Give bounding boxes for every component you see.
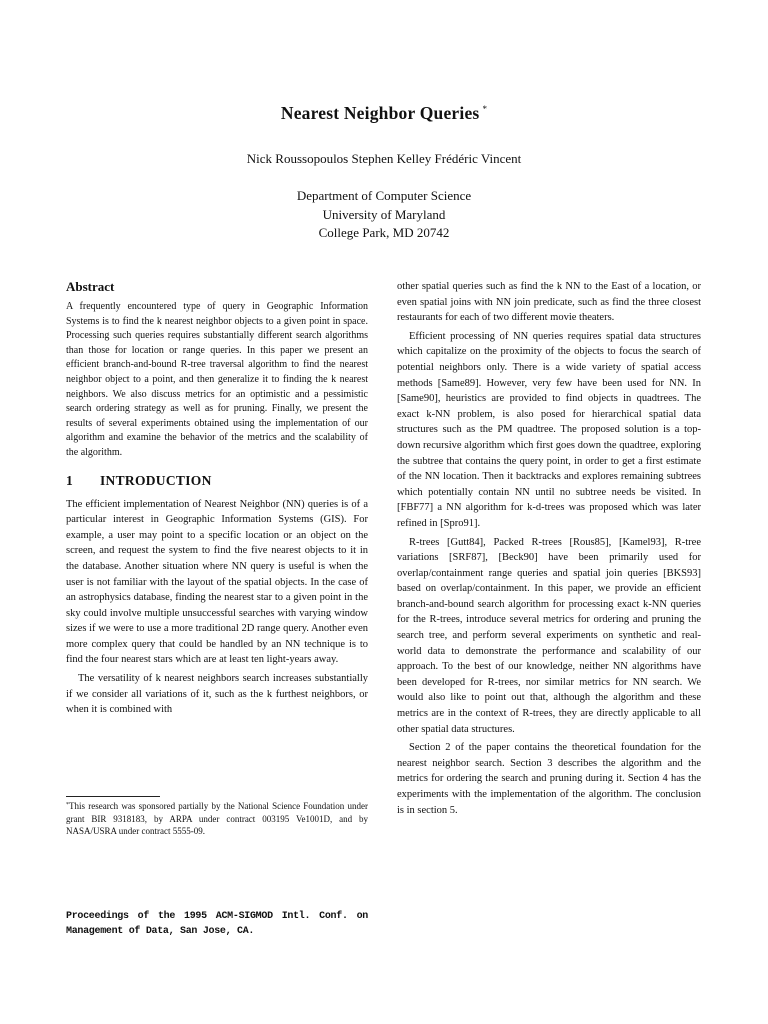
right-paragraph-2: Efficient processing of NN queries requires spatial data structures which capitalize on the proximity of the objects to focus the search of potential neighbors only. There is a wide variety of spatial access methods [Same89]. However, very few have been used for NN. In [Same90], heuristics are provided to find objects in quadtrees. The exact k-NN problem, is also posed for hierarchical spatial data structures such as the PM quadtree. The proposed solution is a top-down recursive algorithm which first goes down the quadtree, exploring the subtree that contains the query point, in order to get a first estimate of the NN location. Then it backtracks and explores remaining subtrees which potentially contain NN until no subtree needs be visited. In [FBF77] a NN algorithm for k-d-trees was proposed which was later refined in [Spro91].: [397, 330, 701, 529]
section-heading-introduction: [66, 472, 368, 490]
affiliation-address: College Park, MD 20742: [318, 225, 450, 240]
section-number: 1: [66, 472, 74, 488]
title-footnote-mark: *: [482, 104, 488, 114]
right-paragraph-1: other spatial queries such as find the k NN to the East of a location, or even spatial joins with NN join predicate, such as find the three closest restaurants for each of two different movie theaters.: [397, 281, 701, 324]
right-column: [397, 279, 701, 818]
footnote-text: This research was sponsored partially by the National Science Foundation under grant BIR 9318183, by ARPA under contract 003195 Ve1001D, and by NASA/USRA under contract 5555-09.: [66, 801, 368, 837]
footnote-mark: *: [66, 802, 69, 808]
left-column: [66, 279, 368, 718]
affiliation-block: [0, 187, 768, 243]
footnote-divider: [66, 796, 160, 797]
section-title: INTRODUCTION: [100, 472, 212, 488]
paper-title-text: Nearest Neighbor Queries: [280, 103, 480, 123]
proceedings-note: Proceedings of the 1995 ACM-SIGMOD Intl. Conf. on Management of Data, San Jose, CA.: [66, 911, 368, 937]
right-paragraph-3: R-trees [Gutt84], Packed R-trees [Rous85], [Kamel93], R-tree variations [SRF87], [Beck90] have been primarily used for overlap/containment range queries and spatial join queries [BKS93] based on overlap/containment. In this paper, we provide an efficient branch-and-bound search algorithm for processing exact k-NN queries for the R-trees, introduce several metrics for ordering and pruning the search tree, and perform several experiments on synthetic and real-world data to demonstrate the performance and scalability of our approach. To the best of our knowledge, neither NN algorithms have been developed for R-trees, nor similar metrics for NN search. We would also like to point out that, although the algorithm and these metrics are in the context of R-trees, they are directly applicable to all other spatial data structures.: [397, 536, 701, 735]
intro-paragraph-1: The efficient implementation of Nearest Neighbor (NN) queries is of a particular interest in Geographic Information Systems (GIS). For example, a user may point to a specific location or an object on the screen, and request the system to find the five nearest objects to it in the database. Another situation where NN query is useful is when the user is not familiar with the layout of the spatial objects. In the case of an astrophysics database, finding the nearest star to a given point in the sky could involve multiple unsuccessful searches with varying window sizes if we were to use a more traditional 2D range query. Another even more complex query that could be handled by an NN technique is to find the four nearest stars which are at least ten light-years away.: [66, 498, 368, 666]
affiliation-department: Department of Computer Science: [296, 188, 472, 203]
abstract-text: A frequently encountered type of query in Geographic Information Systems is to find the k nearest neighbor objects to a given point in space. Processing such queries requires substantially different search algorithms than those for location or range queries. In this paper we present an efficient branch-and-bound R-tree traversal algorithm to find the nearest neighbor object to a point, and then generalize it to finding the k nearest neighbors. We also discuss metrics for an optimistic and a pessimistic search ordering strategy as well as for pruning. Finally, we present the results of several experiments obtained using the implementation of our algorithm and examine the behavior of the metrics and the scalability of the algorithm.: [66, 301, 368, 458]
abstract-heading: Abstract: [66, 279, 115, 294]
affiliation-university: University of Maryland: [322, 206, 446, 222]
footnote: [66, 799, 368, 838]
author-list: Nick Roussopoulos Stephen Kelley Frédéric Vincent: [246, 151, 522, 166]
right-paragraph-4: Section 2 of the paper contains the theoretical foundation for the nearest neighbor search. Section 3 describes the algorithm and the metrics for ordering the search and pruning during it. Section 4 has the experiments with the implementation of the algorithm. The conclusion is in section 5.: [397, 742, 701, 816]
intro-paragraph-2: The versatility of k nearest neighbors search increases substantially if we consider all variations of it, such as the k furthest neighbors, or when it is combined with: [66, 673, 368, 716]
paper-title: [0, 103, 768, 124]
